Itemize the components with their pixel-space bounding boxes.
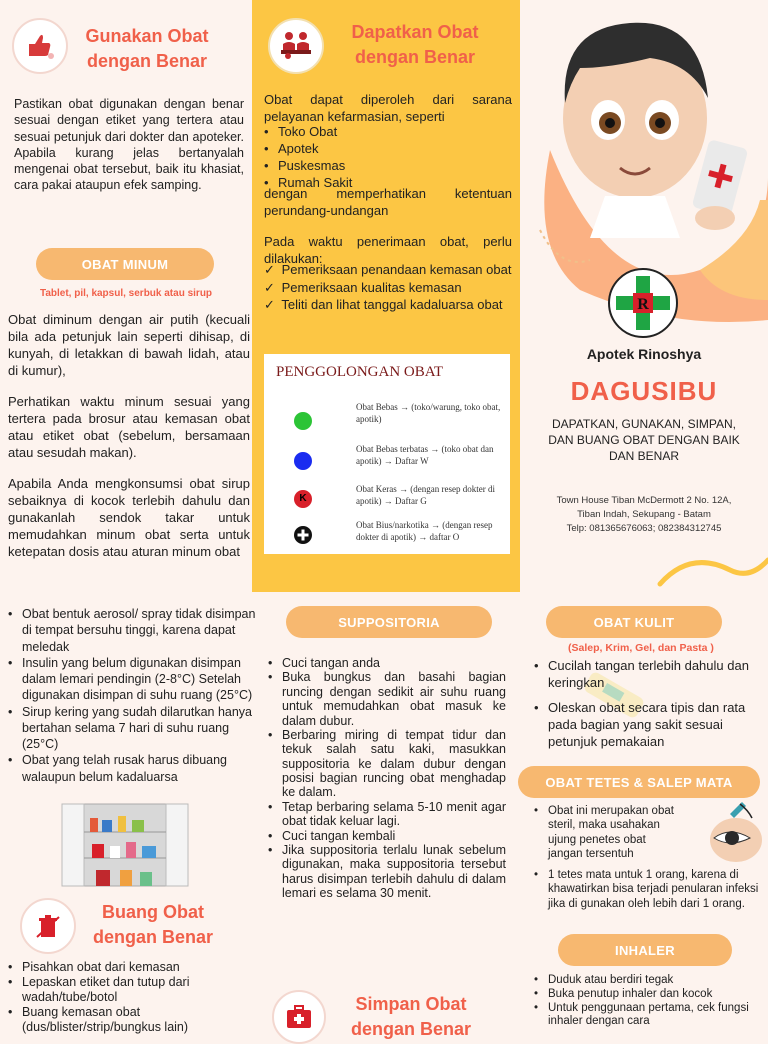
check-icon: ✓: [264, 279, 275, 295]
address-block: [530, 494, 758, 535]
storage-list: [6, 606, 256, 785]
suppositoria-list: [266, 656, 506, 900]
suppositoria-panel: [260, 592, 514, 1040]
pharmacist-cartoon-icon: [550, 8, 750, 238]
golongan-row-narkotika: [264, 518, 504, 558]
list-item: • Puskesmas: [262, 158, 502, 175]
list-item: • Rumah Sakit: [262, 175, 502, 192]
simpan-heading-line2: dengan Benar: [350, 1019, 472, 1040]
mata-pill: OBAT TETES & SALEP MATA: [518, 766, 760, 798]
list-item: • Cuci tangan anda: [266, 656, 506, 670]
simpan-heading-line1: Simpan Obat: [355, 994, 467, 1014]
kulit-pill: OBAT KULIT: [546, 606, 722, 638]
list-item: • Buka bungkus dan basahi bagian runcing dengan sedikit air suhu ruang untuk memudahkan obat masuk ke dalam dubur.: [266, 670, 506, 728]
first-aid-kit-icon: [272, 990, 326, 1044]
list-item: • Untuk penggunaan pertama, cek fungsi inhaler dengan cara: [532, 1002, 762, 1030]
obat-minum-sub: Tablet, pil, kapsul, serbuk atau sirup: [39, 288, 213, 299]
after-list-text: dengan memperhatikan ketentuan perundang-undangan: [264, 186, 512, 218]
list-item: • Oleskan obat secara tipis dan rata pada bagian yang sakit sesuai petunjuk pemakaian: [532, 700, 760, 751]
list-item: • Pisahkan obat dari kemasan: [6, 960, 246, 975]
list-item: ✓ Pemeriksaan penandaan kemasan obat: [264, 262, 512, 277]
dapatkan-heading: [330, 20, 500, 70]
list-item: • Lepaskan etiket dan tutup dari wadah/tube/botol: [6, 975, 246, 1005]
phone-line: Telp: 081365676063; 082384312745: [566, 522, 722, 534]
kulit-sub: (Salep, Krim, Gel, dan Pasta ): [568, 642, 714, 654]
list-item: • Cucilah tangan terlebih dahulu dan keringkan: [532, 658, 760, 692]
places-list: [262, 124, 502, 192]
dapatkan-intro: Obat dapat diperoleh dari sarana pelayanan kefarmasian, seperti: [264, 92, 512, 124]
list-item: • Buka penutup inhaler dan kocok: [532, 988, 762, 1002]
cover-tagline: DAPATKAN, GUNAKAN, SIMPAN, DAN BUANG OBAT DENGAN BAIK DAN BENAR: [548, 417, 740, 464]
pharmacy-logo: [608, 268, 678, 338]
gunakan-intro: Pastikan obat digunakan dengan benar sesuai dengan etiket yang tertera atau sesuai petunjuk dari dokter dan apoteker. Apabila kurang jelas bertanyalah mengenai obat tersebut, baik itu khasiat, cara pakai ataupun efek samping.: [14, 97, 244, 193]
obat-minum-pill: OBAT MINUM: [36, 248, 214, 280]
suppositoria-pill: SUPPOSITORIA: [286, 606, 492, 638]
list-item: • Jika suppositoria terlalu lunak sebelum digunakan, maka suppositoria tersebut harus disimpan terlebih dahulu di dalam lemari es selama 30 menit.: [266, 843, 506, 901]
golongan-text: Obat Bebas → (toko/warung, toko obat, apotik): [356, 402, 501, 424]
mata-list-1: [532, 804, 682, 862]
simpan-heading: [336, 992, 486, 1042]
list-item: • Tetap berbaring selama 5-10 menit agar obat tidak keluar lagi.: [266, 800, 506, 829]
thumbs-up-icon: [12, 18, 68, 74]
dapatkan-panel: [252, 0, 520, 592]
kulit-panel: [514, 592, 768, 1028]
inhaler-list: [532, 974, 762, 1029]
list-item: • Berbaring miring di tempat tidur dan tekuk salah satu kaki, masukkan suppositoria ke dalam dubur dengan posisi bagian runcing obat menghadap ke dalam.: [266, 728, 506, 800]
list-item: • Apotek: [262, 141, 502, 158]
narkotika-cross-icon: [294, 526, 312, 544]
penggolongan-title: PENGGOLONGAN OBAT: [276, 364, 444, 380]
gunakan-heading-line1: Gunakan Obat: [85, 26, 209, 46]
list-item: • Obat yang telah rusak harus dibuang walaupun belum kadaluarsa: [6, 752, 256, 785]
golongan-text: Obat Bius/narkotika → (dengan resep dokter di apotik) → daftar O: [356, 520, 493, 542]
keras-k-icon: K: [294, 490, 312, 508]
list-item: • Duduk atau berdiri tegak: [532, 974, 762, 988]
check-list: [264, 262, 512, 313]
list-item: • Cuci tangan kembali: [266, 829, 506, 843]
buang-heading-line1: Buang Obat: [102, 902, 204, 922]
obat-minum-panel: [0, 230, 252, 590]
cover-panel: [520, 0, 768, 592]
address-line2: Tiban Indah, Sekupang - Batam: [577, 508, 711, 520]
gunakan-heading-line2: dengan Benar: [86, 51, 208, 72]
list-item: • Insulin yang belum digunakan disimpan dalam lemari pendingin (2-8°C) Setelah digunakan disimpan di suhu ruang (25°C): [6, 655, 256, 704]
buang-heading-line2: dengan Benar: [92, 927, 214, 948]
buang-list: [6, 960, 246, 1035]
mata-list-2: [532, 868, 760, 911]
list-item: • Obat ini merupakan obat steril, maka usahakan ujung penetes obat jangan tersentuh: [532, 804, 682, 862]
list-item: ✓ Teliti dan lihat tanggal kadaluarsa obat: [264, 297, 503, 313]
gunakan-panel: [0, 0, 252, 226]
dapatkan-heading-line1: Dapatkan Obat: [351, 22, 479, 42]
address-line1: Town House Tiban McDermott 2 No. 12A,: [556, 495, 732, 506]
golongan-row-terbatas: [264, 440, 504, 480]
inhaler-pill: INHALER: [558, 934, 732, 966]
logo-letter: R: [637, 296, 649, 313]
list-item: • 1 tetes mata untuk 1 orang, karena di khawatirkan bisa terjadi penularan infeksi jika di gunakan oleh lebih dari 1 orang.: [532, 868, 760, 911]
obat-minum-p2: Perhatikan waktu minum sesuai yang tertera pada brosur atau kemasan obat atau etiket obat (sebelum, bersamaan atau sesudah makan).: [8, 394, 250, 460]
list-item: • Obat bentuk aerosol/ spray tidak disimpan di tempat bersuhu tinggi, karena dapat meledak: [6, 606, 256, 655]
obat-minum-p3: Apabila Anda mengkonsumsi obat sirup sebaiknya di kocok terlebih dahulu dan gunakanlah sendok takar untuk memudahkan minum obat serta untuk ketepatan dosis atau aturan minum obat: [8, 476, 250, 559]
dapatkan-heading-line2: dengan Benar: [354, 47, 476, 68]
cover-title: DAGUSIBU: [570, 376, 718, 406]
list-item: • Buang kemasan obat (dus/blister/strip/bungkus lain): [6, 1005, 246, 1035]
decor-curve-icon: [650, 540, 768, 592]
golongan-row-keras: [264, 480, 504, 520]
storage-panel: [0, 592, 260, 1034]
penggolongan-box: [264, 354, 510, 554]
list-item: • Toko Obat: [262, 124, 502, 141]
pharmacist-icon: [268, 18, 324, 74]
obat-minum-p1: Obat diminum dengan air putih (kecuali bila ada petunjuk lain seperti dihisap, di kunyah, di letakkan di bawah lidah, atau di kumur),: [8, 312, 250, 378]
golongan-text: Obat Keras → (dengan resep dokter di apotik) → Daftar G: [356, 484, 495, 506]
buang-heading: [78, 900, 228, 950]
list-item: • Sirup kering yang sudah dilarutkan hanya bertahan selama 7 hari di suhu ruang (25°C): [6, 704, 256, 753]
receive-intro: Pada waktu penerimaan obat, perlu dilakukan:: [264, 234, 512, 266]
golongan-text: Obat Bebas terbatas → (toko obat dan apotik) → Daftar W: [356, 444, 494, 466]
eye-drop-icon: [700, 802, 764, 866]
medicine-cabinet-icon: [60, 800, 190, 888]
kulit-list: [532, 658, 760, 750]
trash-icon: [20, 898, 76, 954]
list-item: ✓ Pemeriksaan kualitas kemasan: [264, 279, 462, 295]
check-icon: ✓: [264, 262, 275, 277]
check-icon: ✓: [264, 297, 275, 313]
blue-dot-icon: [294, 452, 312, 470]
gunakan-heading: [72, 24, 222, 74]
apotek-name: Apotek Rinoshya: [586, 346, 702, 362]
green-dot-icon: [294, 412, 312, 430]
golongan-row-bebas: [264, 398, 504, 438]
